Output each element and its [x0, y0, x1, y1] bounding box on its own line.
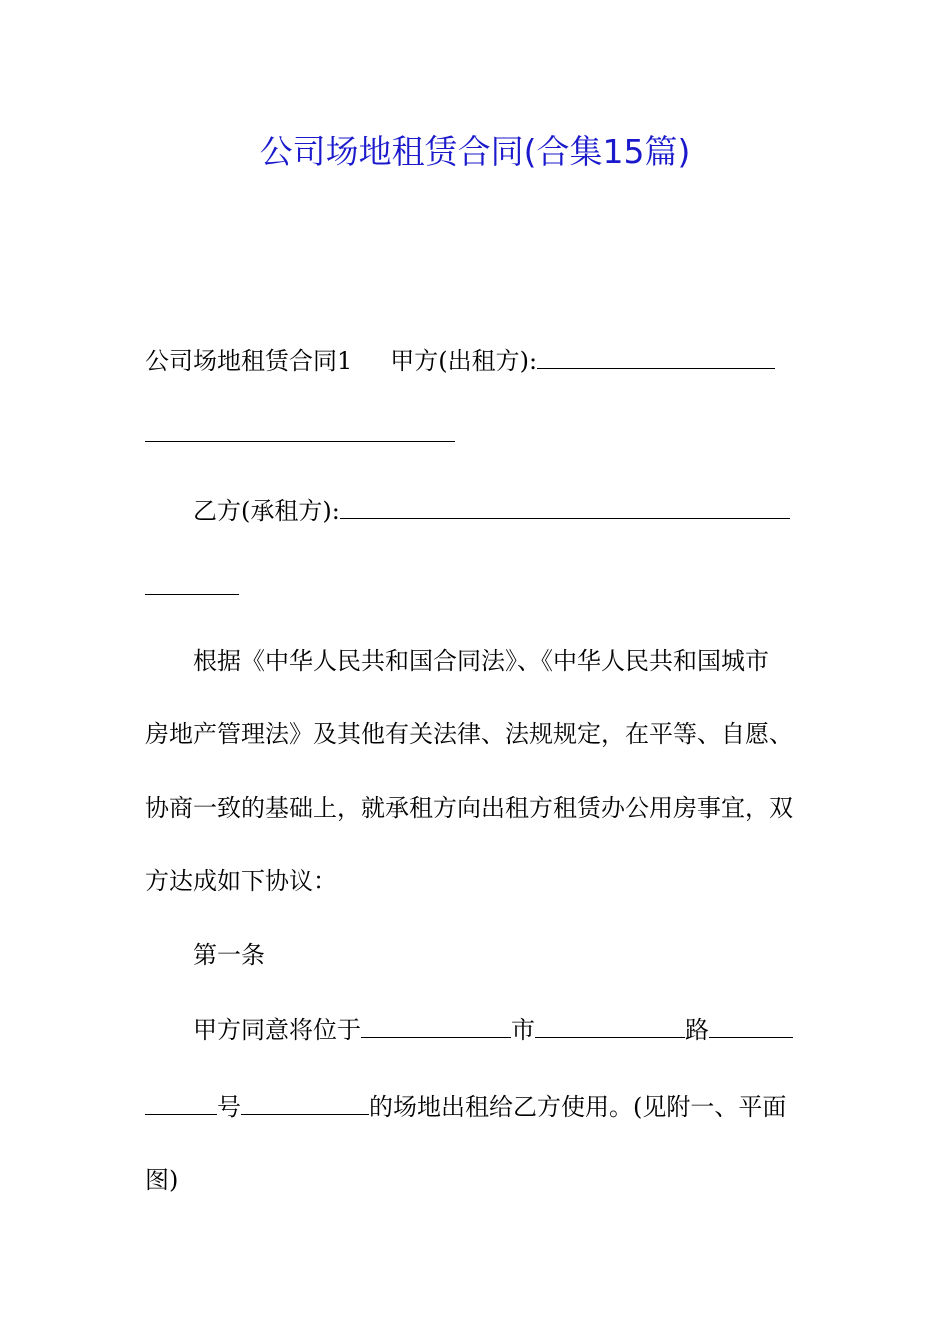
article-1-line-2: [145, 1088, 807, 1125]
party-b-blank-continued: [145, 594, 239, 595]
intro-line-2: 房地产管理法》及其他有关法律、法规规定，在平等、自愿、: [145, 720, 793, 748]
site-blank: [241, 1088, 369, 1115]
party-a-blank: [537, 342, 775, 369]
city-blank: [361, 1011, 511, 1038]
city-label: 市: [511, 1016, 535, 1044]
intro-line-4: 方达成如下协议：: [145, 867, 337, 895]
article-1-location-label: 甲方同意将位于: [193, 1016, 361, 1044]
party-b-label: 乙方(承租方):: [193, 497, 340, 525]
section-heading: 公司场地租赁合同1: [145, 347, 353, 375]
number-blank-end: [145, 1088, 217, 1115]
intro-line-3: 协商一致的基础上，就承租方向出租方租赁办公用房事宜，双: [145, 794, 793, 822]
party-a-blank-continued: [145, 441, 455, 442]
party-a-line: [145, 342, 807, 379]
article-1-rest: 的场地出租给乙方使用。(见附一、平面: [369, 1093, 787, 1121]
article-1-line-3: 图): [145, 1166, 179, 1194]
party-b-blank: [340, 492, 790, 519]
road-blank: [535, 1011, 685, 1038]
number-label: 号: [217, 1093, 241, 1121]
road-label: 路: [685, 1016, 709, 1044]
intro-line-1: 根据《中华人民共和国合同法》、《中华人民共和国城市: [193, 647, 769, 675]
article-1-line-1: [145, 1011, 807, 1048]
party-b-line: [145, 492, 807, 529]
article-1-heading: 第一条: [193, 941, 265, 969]
number-blank-start: [709, 1011, 793, 1038]
party-a-label: 甲方(出租方):: [390, 347, 538, 375]
document-title: 公司场地租赁合同(合集15篇): [259, 132, 691, 171]
